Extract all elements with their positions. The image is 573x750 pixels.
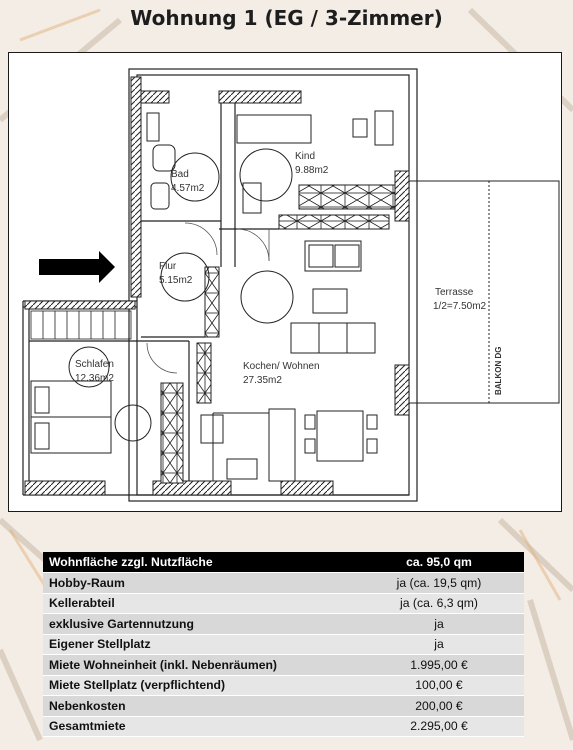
specs-header-value: ca. 95,0 qm xyxy=(354,552,524,573)
row-label: Hobby-Raum xyxy=(43,573,354,594)
table-row xyxy=(43,675,524,696)
room-name-kind: Kind xyxy=(295,151,316,162)
row-value: ja xyxy=(354,614,524,635)
row-label: Eigener Stellplatz xyxy=(43,634,354,655)
specs-header-label: Wohnfläche zzgl. Nutzfläche xyxy=(43,552,354,573)
room-name-flur: Flur xyxy=(159,261,177,272)
row-value: 2.295,00 € xyxy=(354,716,524,737)
room-area-kochen: 27.35m2 xyxy=(243,375,282,386)
row-label: Kellerabteil xyxy=(43,593,354,614)
room-name-bad: Bad xyxy=(171,169,189,180)
row-value: ja (ca. 19,5 qm) xyxy=(354,573,524,594)
room-area-bad: 4.57m2 xyxy=(171,183,205,194)
specs-table xyxy=(43,552,524,737)
table-row xyxy=(43,655,524,676)
row-value: ja xyxy=(354,634,524,655)
specs-header-row xyxy=(43,552,524,573)
floor-plan xyxy=(8,52,562,512)
row-value: 100,00 € xyxy=(354,675,524,696)
room-area-schlafen: 12.36m2 xyxy=(75,373,114,384)
row-label: Miete Wohneinheit (inkl. Nebenräumen) xyxy=(43,655,354,676)
row-value: ja (ca. 6,3 qm) xyxy=(354,593,524,614)
row-value: 1.995,00 € xyxy=(354,655,524,676)
table-row xyxy=(43,696,524,717)
row-label: exklusive Gartennutzung xyxy=(43,614,354,635)
room-name-terrasse: Terrasse xyxy=(435,287,474,298)
table-row xyxy=(43,573,524,594)
room-name-schlafen: Schlafen xyxy=(75,359,114,370)
table-row xyxy=(43,716,524,737)
table-row xyxy=(43,634,524,655)
row-label: Miete Stellplatz (verpflichtend) xyxy=(43,675,354,696)
row-value: 200,00 € xyxy=(354,696,524,717)
room-name-kochen: Kochen/ Wohnen xyxy=(243,361,320,372)
room-area-flur: 5.15m2 xyxy=(159,275,193,286)
table-row xyxy=(43,593,524,614)
table-row xyxy=(43,614,524,635)
room-area-kind: 9.88m2 xyxy=(295,165,329,176)
room-area-terrasse: 1/2=7.50m2 xyxy=(433,301,487,312)
row-label: Nebenkosten xyxy=(43,696,354,717)
floor-plan-drawing xyxy=(9,53,561,511)
balkon-label: BALKON DG xyxy=(494,346,503,395)
row-label: Gesamtmiete xyxy=(43,716,354,737)
page-title: Wohnung 1 (EG / 3-Zimmer) xyxy=(130,6,443,30)
